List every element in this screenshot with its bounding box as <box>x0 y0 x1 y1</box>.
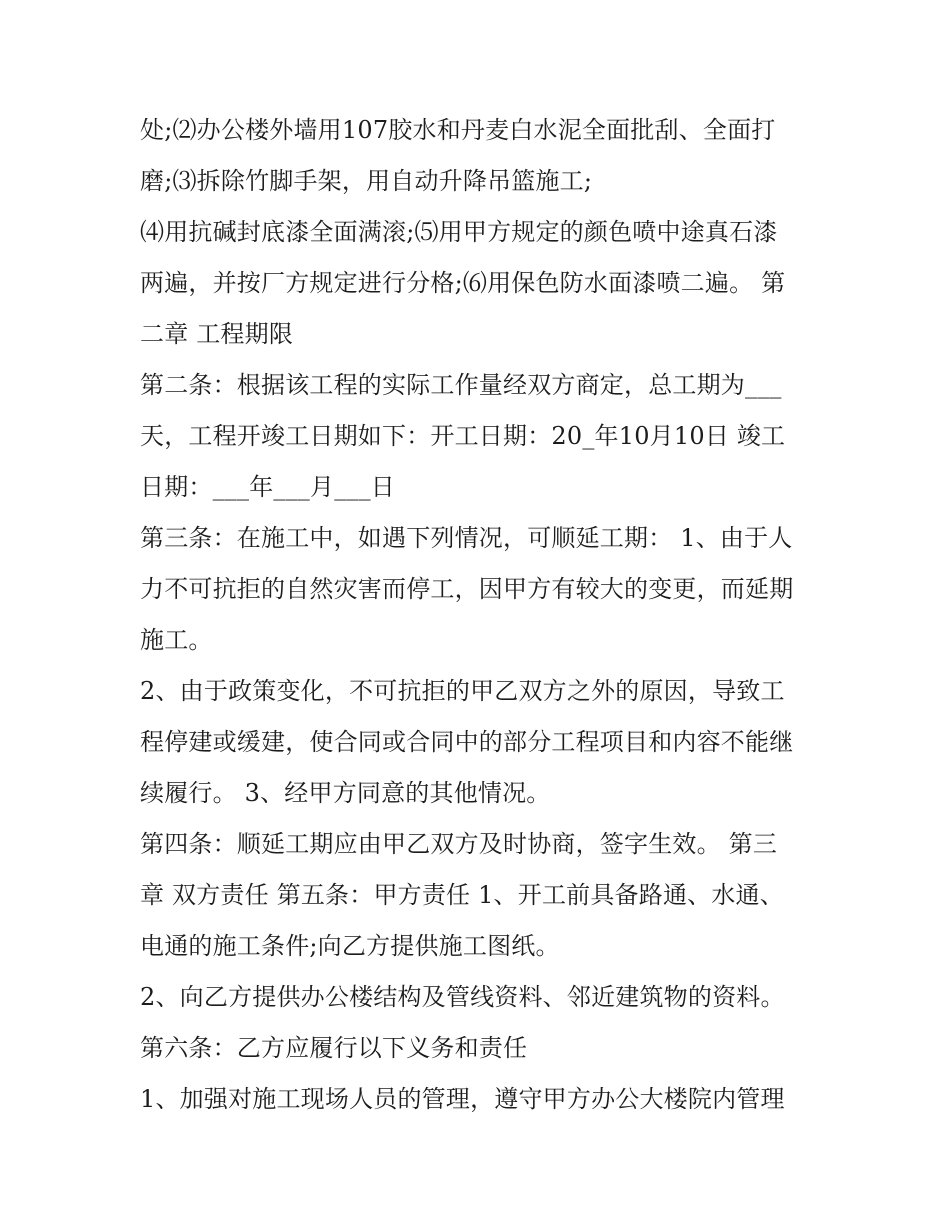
document-body <box>140 105 820 1125</box>
text-line-13: 程停建或缓建，使合同或合同中的部分工程项目和内容不能继 <box>140 728 794 756</box>
text-line-2: 磨;⑶拆除竹脚手架，用自动升降吊篮施工; <box>140 167 593 195</box>
text-line-19: 第六条：乙方应履行以下义务和责任 <box>140 1034 528 1062</box>
text-line-15: 第四条：顺延工期应由甲乙双方及时协商，签字生效。 第三 <box>140 830 778 858</box>
text-line-16: 章 双方责任 第五条：甲方责任 1、开工前具备路通、水通、 <box>140 881 784 909</box>
text-line-20: 1、加强对施工现场人员的管理，遵守甲方办公大楼院内管理 <box>140 1085 785 1113</box>
text-line-14: 续履行。 3、经甲方同意的其他情况。 <box>140 779 551 807</box>
text-line-18: 2、向乙方提供办公楼结构及管线资料、邻近建筑物的资料。 <box>140 983 785 1011</box>
text-line-17: 电通的施工条件;向乙方提供施工图纸。 <box>140 932 560 960</box>
text-line-8: 日期：___年___月___日 <box>140 473 395 501</box>
text-line-9: 第三条：在施工中，如遇下列情况，可顺延工期： 1、由于人 <box>140 524 793 552</box>
text-line-7: 天，工程开竣工日期如下：开工日期：20_年10月10日 竣工 <box>140 422 786 450</box>
text-line-12: 2、由于政策变化，不可抗拒的甲乙双方之外的原因，导致工 <box>140 677 785 705</box>
text-line-1: 处;⑵办公楼外墙用107胶水和丹麦白水泥全面批刮、全面打 <box>140 116 776 144</box>
text-line-6: 第二条：根据该工程的实际工作量经双方商定，总工期为___ <box>140 371 782 399</box>
text-line-3: ⑷用抗碱封底漆全面满滚;⑸用甲方规定的颜色喷中途真石漆 <box>140 218 778 246</box>
text-line-5: 二章 工程期限 <box>140 320 294 348</box>
text-line-11: 施工。 <box>140 626 213 654</box>
text-line-4: 两遍，并按厂方规定进行分格;⑹用保色防水面漆喷二遍。 第 <box>140 269 786 297</box>
text-line-10: 力不可抗拒的自然灾害而停工，因甲方有较大的变更，而延期 <box>140 575 794 603</box>
